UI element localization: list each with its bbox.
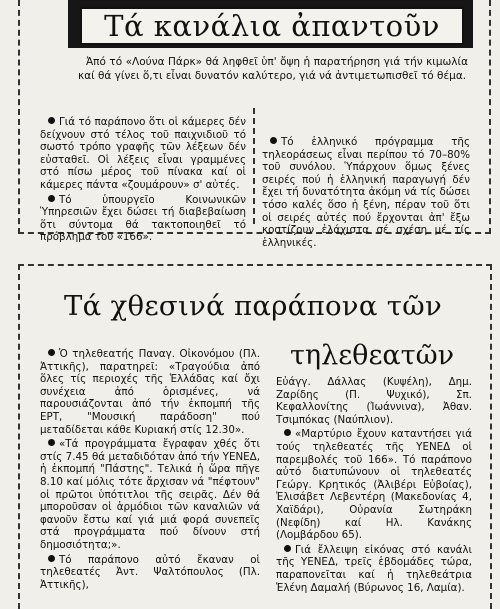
paragraph-text: Τό ἑλληνικό πρόγραμμα τῆς τηλεοράσεως εἶναι περίπου τό 70–80% τοῦ συνόλου. Ὑπάρχουν ὅμως ξένες σειρές πού ἡ ἑλληνική παραγωγή δέν ἔχει τή δυνατότητα ἀκόμη νά τίς δώσει τόσο καλές ὅσο ἡ ξένη, πέραν τοῦ ὅτι οἱ σειρές αὐτές πού ἔρχονται ἀπ' ἔξω κοστίζουν ἐλάχιστα σέ σχέση μέ τίς ἑλληνικές. [262, 136, 470, 249]
column-divider [253, 108, 255, 224]
bullet-icon [48, 439, 55, 446]
paragraph-text: Γιά τό παράπονο ὅτι οἱ κάμερες δέν δείχνουν στό τέλος τοῦ παιχνιδιοῦ τό σωστό τρόπο γραφῆς τῶν λέξεων δέν εὐσταθεῖ. Οἱ λέξεις εἶναι γραμμένες στό πίσω μέρος τοῦ πίνακα καί οἱ κάμερες πάντα «ζουμάρουν» σ' αὐτές. [40, 116, 246, 191]
article1-paragraph [40, 194, 246, 244]
bullet-icon [270, 137, 277, 144]
article2-paragraph [40, 348, 260, 436]
paragraph-text: Ὁ τηλεθεατής Παναγ. Οἰκονόμου (Πλ. Ἀττικῆς), παρατηρεῖ: «Τραγούδια ἀπό ὅλες τίς περιοχές τῆς Ἑλλάδας καί ὄχι συνέχεια ἀπό ὁρισμένες, νά παρουσιάζονται ἀπό τήν ἐκπομπή τῆς ΕΡΤ, "Μουσική παράδοση" πού μεταδίδεται κάθε Κυριακή στίς 12.30». [40, 348, 260, 436]
article2-paragraph [40, 554, 260, 592]
paragraph-text: Τό παράπονο αὐτό ἔκαναν οἱ τηλεθεατές Ἀντ. Ψαλτόπουλος (Πλ. Ἀττικῆς), [40, 553, 260, 591]
article2-left-column [40, 348, 260, 593]
paragraph-text: Γιά ἔλλειψη εἰκόνας στό κανάλι τῆς ΥΕΝΕΔ, τρεῖς ἑβδομάδες τώρα, παραπονεῖται καί ἡ τηλεθεάτρια Ἑλένη Δαμαλή (Βύρωνος 16, Λαμία). [276, 543, 472, 594]
article2-paragraph [276, 428, 472, 541]
article1-headline: Τά κανάλια ἀπαντοῦν [80, 7, 464, 45]
bullet-icon [48, 555, 55, 562]
bullet-icon [48, 349, 55, 356]
paragraph-text: «Μαρτύριο ἔχουν καταντήσει γιά τούς τηλεθεατές τῆς ΥΕΝΕΔ οἱ παρεμβολές τοῦ 166». Τό παράπονο αὐτό διατυπώνουν οἱ τηλεθεατές Γεώργ. Κρητικός (Ἀλιβέρι Εὐβοίας), Ἐλισάβετ Λεβεντέρη (Μακεδονίας 4, Χαϊδάρι), Οὐρανία Σωτηράκη (Νεφίδη) καί Ηλ. Κανάκης (Λομβάρδου 65). [276, 428, 472, 542]
article1-right-column [262, 136, 470, 251]
article2-headline-line1: Τά χθεσινά παράπονα τῶν [63, 290, 442, 322]
bullet-icon [48, 117, 55, 124]
paragraph-text: «Τά προγράμματα ἔγραφαν χθές ὅτι στίς 7.45 θά μεταδιδόταν ἀπό τήν ΥΕΝΕΔ, ἡ ἐκπομπή "Πάστης". Τελικά ἡ ὥρα πῆγε 8.10 καί μόλις τότε ἄρχισαν νά "πέφτουν" οἱ πρῶτοι ὑπότιτλοι τῆς σειρᾶς. Δέν θά μποροῦσαν οἱ ἁρμόδιοι τῶν καναλιῶν νά φανοῦν ἔστω καί γιά μιά φορά συνεπεῖς στά προγράμματα πού δίνουν στή δημοσιότητα;». [40, 438, 260, 551]
paragraph-text: Τό ὑπουργεῖο Κοινωνικῶν Ὑπηρεσιῶν ἔχει δώσει τή διαβεβαίωση ὅτι σύντομα θά τακτοποιηθεῖ τό πρόβλημα τοῦ «166». [40, 193, 246, 244]
bullet-icon [284, 545, 291, 552]
article1-left-column [40, 116, 246, 246]
article1-intro: Ἀπό τό «Λούνα Πάρκ» θά ληφθεῖ ὑπ' ὄψη ἡ παρατήρηση γιά τήν κιμωλία καί θά γίνει ὅ,τι εἶναι δυνατόν καλύτερο, γιά νά ἀντιμετωπισθεῖ τό θέμα. [78, 56, 468, 82]
bullet-icon [48, 195, 55, 202]
article2-paragraph [40, 438, 260, 551]
bullet-icon [284, 429, 291, 436]
article2-paragraph [276, 544, 472, 594]
article2-headline-line2: τηλεθεατῶν [289, 340, 455, 371]
paragraph-text: Εὐάγγ. Δάλλας (Κυψέλη), Δημ. Ζαρίδης (Π. Ψυχικό), Σπ. Κεφαλλονίτης (Ἰωάννινα), Ἀθαν. Τσιμπόκας (Ναύπλιον). [276, 376, 472, 426]
article2-right-column [276, 376, 472, 596]
article1-paragraph [262, 136, 470, 249]
article1-paragraph [40, 116, 246, 192]
article2-paragraph [276, 376, 472, 426]
